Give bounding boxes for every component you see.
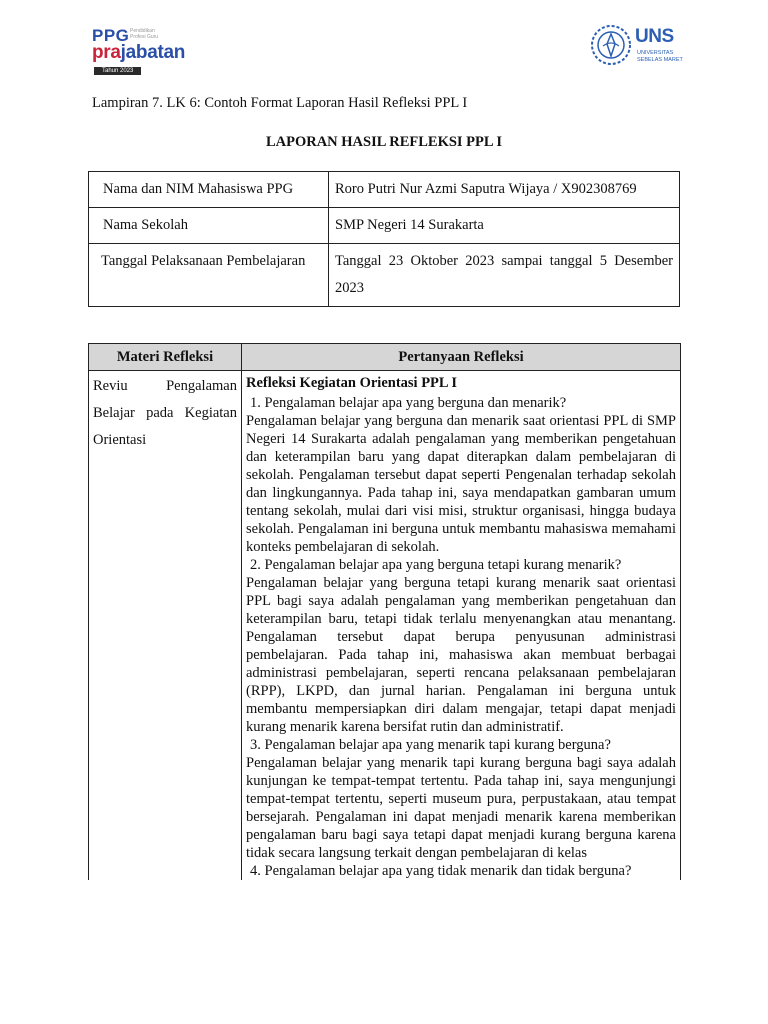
uns-logo-subtitle: UNIVERSITAS SEBELAS MARET: [637, 50, 683, 63]
answer-3: Pengalaman belajar yang menarik tapi kurang berguna bagi saya adalah kunjungan ke tempat-tempat tertentu. Pada tahap ini, saya mengunjungi tempat-tempat tertentu, seperti museum pura, perpustakaan, atau tempat bersejarah. Pengalaman ini dapat menjadi menarik karena memberikan pengalaman baru bagi saya tetapi dapat menjadi kurang berguna karena tidak secara langsung terkait dengan pembelajaran di kelas: [246, 755, 676, 861]
info-label-date: Tanggal Pelaksanaan Pembelajaran: [89, 244, 329, 307]
ppg-logo-main: [92, 42, 185, 64]
answer-2: Pengalaman belajar yang berguna tetapi kurang menarik saat orientasi PPL bagi saya adalah pengalaman yang memberikan pengetahuan dan keterampilan baru, tetapi tidak terlalu menyenangkan atau menantang. Pengalaman tersebut dapat berupa penyusunan administrasi pembelajaran. Pada tahap ini, mahasiswa akan membuat berbagai administrasi pembelajaran, seperti rencana pelaksanaan pembelajaran (RPP), LKPD, dan jurnal harian. Pengalaman ini berguna untuk membantu mempersiapkan diri dalam mengajar, tetapi dapat menjadi kurang menarik karena bersifat rutin dan administratif.: [246, 575, 676, 735]
ppg-logo-top: PPG: [92, 26, 130, 45]
info-value-school: SMP Negeri 14 Surakarta: [329, 208, 680, 244]
question-cell: [242, 371, 681, 881]
uns-logo: [590, 24, 690, 74]
reflection-table: [88, 343, 681, 880]
table-row: [89, 172, 680, 208]
table-row: [89, 371, 681, 881]
info-label-school: Nama Sekolah: [89, 208, 329, 244]
info-value-name: Roro Putri Nur Azmi Saputra Wijaya / X902308769: [329, 172, 680, 208]
ppg-prajabatan-logo: [92, 26, 202, 82]
question-4: 4. Pengalaman belajar apa yang tidak menarik dan tidak berguna?: [250, 863, 632, 879]
materi-cell: Reviu Pengalaman Belajar pada Kegiatan Orientasi: [89, 371, 242, 881]
question-3: 3. Pengalaman belajar apa yang menarik tapi kurang berguna?: [250, 737, 611, 753]
document-title: LAPORAN HASIL REFLEKSI PPL I: [265, 134, 503, 150]
info-label-name: Nama dan NIM Mahasiswa PPG: [89, 172, 329, 208]
section-title: Refleksi Kegiatan Orientasi PPL I: [246, 375, 458, 391]
table-row: [89, 208, 680, 244]
info-value-date: Tanggal 23 Oktober 2023 sampai tanggal 5 Desember 2023: [329, 244, 680, 307]
table-row: [89, 244, 680, 307]
ppg-logo-tagline: Pendidikan Profesi Guru: [130, 28, 159, 40]
ppg-logo-main-rest: jabatan: [120, 42, 186, 63]
question-2: 2. Pengalaman belajar apa yang berguna tetapi kurang menarik?: [250, 557, 622, 573]
uns-logo-name: UNS: [635, 26, 674, 47]
question-1: 1. Pengalaman belajar apa yang berguna dan menarik?: [250, 395, 567, 411]
ppg-logo-main-first: pra: [92, 42, 121, 63]
student-info-table: [88, 171, 680, 307]
column-header-pertanyaan: Pertanyaan Refleksi: [242, 344, 681, 371]
page-header: [0, 0, 768, 90]
ppg-logo-year: Tahun 2023: [94, 67, 141, 75]
column-header-materi: Materi Refleksi: [89, 344, 242, 371]
uns-emblem-icon: [590, 24, 632, 66]
answer-1: Pengalaman belajar yang berguna dan menarik saat orientasi PPL di SMP Negeri 14 Surakarta adalah pengalaman yang memberikan pengetahuan dan keterampilan baru yang dapat diterapkan dalam pembelajaran di sekolah. Pengalaman tersebut dapat seperti Pengenalan terhadap sekolah dan lingkungannya. Pada tahap ini, saya mendapatkan gambaran umum tentang sekolah, mulai dari visi misi, struktur organisasi, hingga budaya sekolah. Pengalaman ini berguna untuk membantu mahasiswa memahami konteks pembelajaran di sekolah.: [246, 413, 676, 555]
document-caption: Lampiran 7. LK 6: Contoh Format Laporan Hasil Refleksi PPL I: [92, 95, 468, 111]
table-header-row: [89, 344, 681, 371]
